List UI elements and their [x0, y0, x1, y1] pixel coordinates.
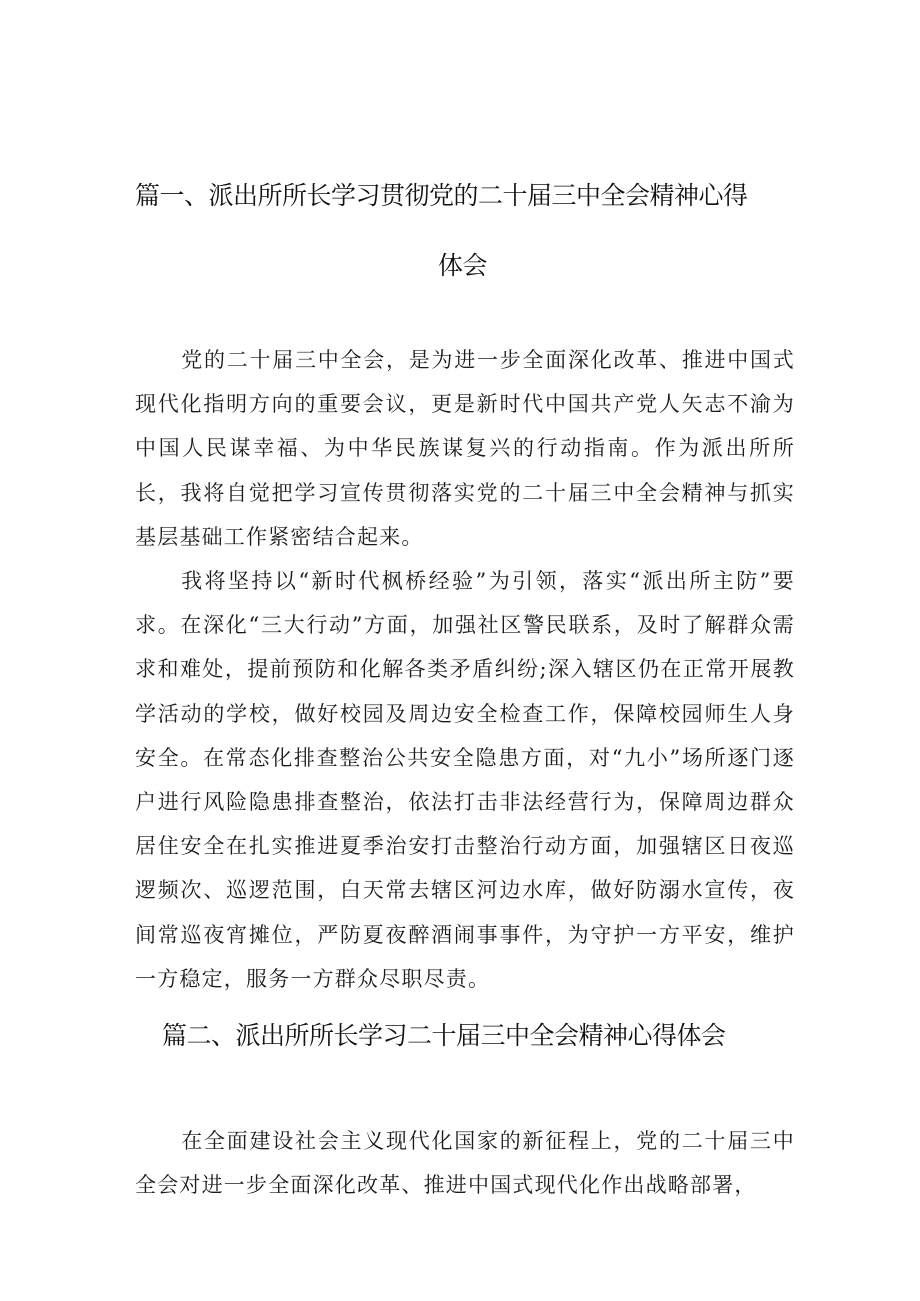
section-1-title-continued: 体会 [438, 251, 488, 280]
section-1-paragraph-2: 我将坚持以“新时代枫桥经验”为引领，落实“派出所主防”要求。在深化“三大行动”方面，加强社区警民联系，及时了解群众需求和难处，提前预防和化解各类矛盾纠纷;深入辖区仍在正常开展教学活动的学校，做好校园及周边安全检查工作，保障校园师生人身安全。在常态化排查整治公共安全隐患方面，对“九小”场所逐门逐户进行风险隐患排查整治，依法打击非法经营行为，保障周边群众居住安全在扎实推进夏季治安打击整治行动方面，加强辖区日夜巡逻频次、巡逻范围，白天常去辖区河边水库，做好防溺水宣传，夜间常巡夜宵摊位，严防夏夜醉酒闹事事件，为守护一方平安，维护一方稳定，服务一方群众尽职尽责。 [135, 569, 795, 991]
section-2-paragraph-1: 在全面建设社会主义现代化国家的新征程上，党的二十届三中全会对进一步全面深化改革、推进中国式现代化作出战略部署， [135, 1129, 795, 1198]
section-1-title: 篇一、派出所所长学习贯彻党的二十届三中全会精神心得 [135, 181, 748, 210]
section-2-title: 篇二、派出所所长学习二十届三中全会精神心得体会 [162, 1021, 726, 1050]
section-1-paragraph-1: 党的二十届三中全会，是为进一步全面深化改革、推进中国式现代化指明方向的重要会议，更是新时代中国共产党人矢志不渝为中国人民谋幸福、为中华民族谋复兴的行动指南。作为派出所所长，我将自觉把学习宣传贯彻落实党的二十届三中全会精神与抓实基层基础工作紧密结合起来。 [135, 348, 795, 549]
